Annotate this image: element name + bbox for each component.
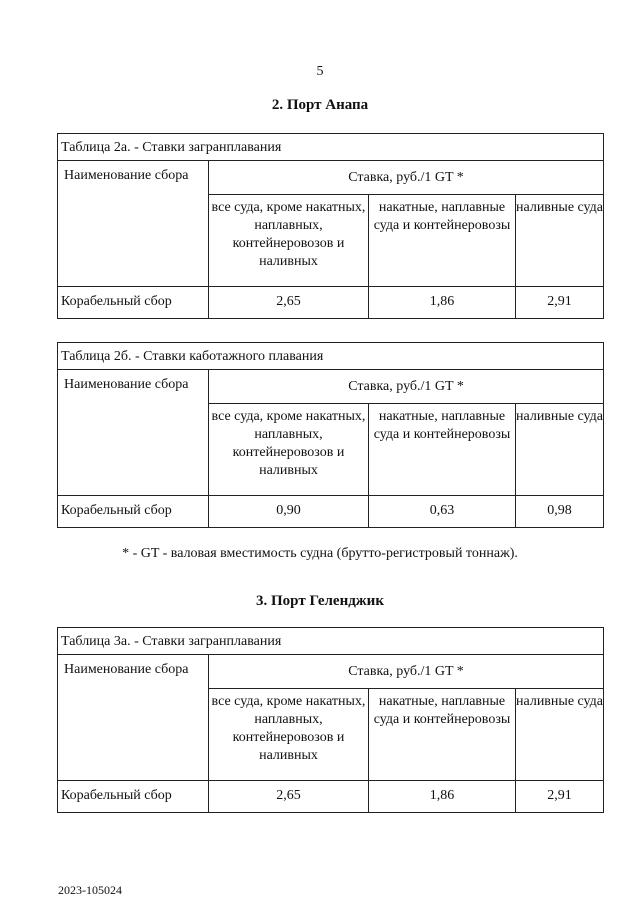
subheader-roro-container: накатные, наплавные суда и контейнеровозы (369, 195, 516, 287)
fee-name-header: Наименование сбора (58, 161, 209, 287)
fee-name-header: Наименование сбора (58, 655, 209, 781)
value-cell: 2,65 (209, 287, 369, 319)
section-heading-anapa: 2. Порт Анапа (271, 97, 369, 113)
rate-header: Ставка, руб./1 GT * (209, 655, 604, 689)
row-label: Корабельный сбор (58, 496, 209, 528)
table-caption: Таблица 2а. - Ставки загранплавания (58, 134, 604, 161)
page-number: 5 (316, 64, 324, 79)
table-3a (57, 627, 604, 813)
rate-header: Ставка, руб./1 GT * (209, 370, 604, 404)
row-label: Корабельный сбор (58, 781, 209, 813)
value-cell: 0,98 (516, 496, 604, 528)
value-cell: 1,86 (369, 287, 516, 319)
fee-name-header: Наименование сбора (58, 370, 209, 496)
subheader-tankers: наливные суда (516, 404, 604, 496)
subheader-all-vessels: все суда, кроме накатных, наплавных, контейнеровозов и наливных (209, 689, 369, 781)
table-row (58, 496, 604, 528)
value-cell: 0,90 (209, 496, 369, 528)
footnote: * - GT - валовая вместимость судна (брутто-регистровый тоннаж). (122, 546, 518, 561)
table-caption: Таблица 2б. - Ставки каботажного плавания (58, 343, 604, 370)
value-cell: 2,65 (209, 781, 369, 813)
subheader-all-vessels: все суда, кроме накатных, наплавных, контейнеровозов и наливных (209, 404, 369, 496)
row-label: Корабельный сбор (58, 287, 209, 319)
table-row (58, 781, 604, 813)
value-cell: 0,63 (369, 496, 516, 528)
value-cell: 2,91 (516, 781, 604, 813)
value-cell: 1,86 (369, 781, 516, 813)
rate-header: Ставка, руб./1 GT * (209, 161, 604, 195)
table-row (58, 287, 604, 319)
subheader-roro-container: накатные, наплавные суда и контейнеровозы (369, 404, 516, 496)
table-2a (57, 133, 604, 319)
table-caption: Таблица 3а. - Ставки загранплавания (58, 628, 604, 655)
document-id: 2023-105024 (58, 883, 122, 897)
subheader-tankers: наливные суда (516, 195, 604, 287)
value-cell: 2,91 (516, 287, 604, 319)
section-heading-gelendzhik: 3. Порт Геленджик (256, 593, 384, 609)
subheader-roro-container: накатные, наплавные суда и контейнеровозы (369, 689, 516, 781)
subheader-tankers: наливные суда (516, 689, 604, 781)
subheader-all-vessels: все суда, кроме накатных, наплавных, контейнеровозов и наливных (209, 195, 369, 287)
table-2b (57, 342, 604, 528)
